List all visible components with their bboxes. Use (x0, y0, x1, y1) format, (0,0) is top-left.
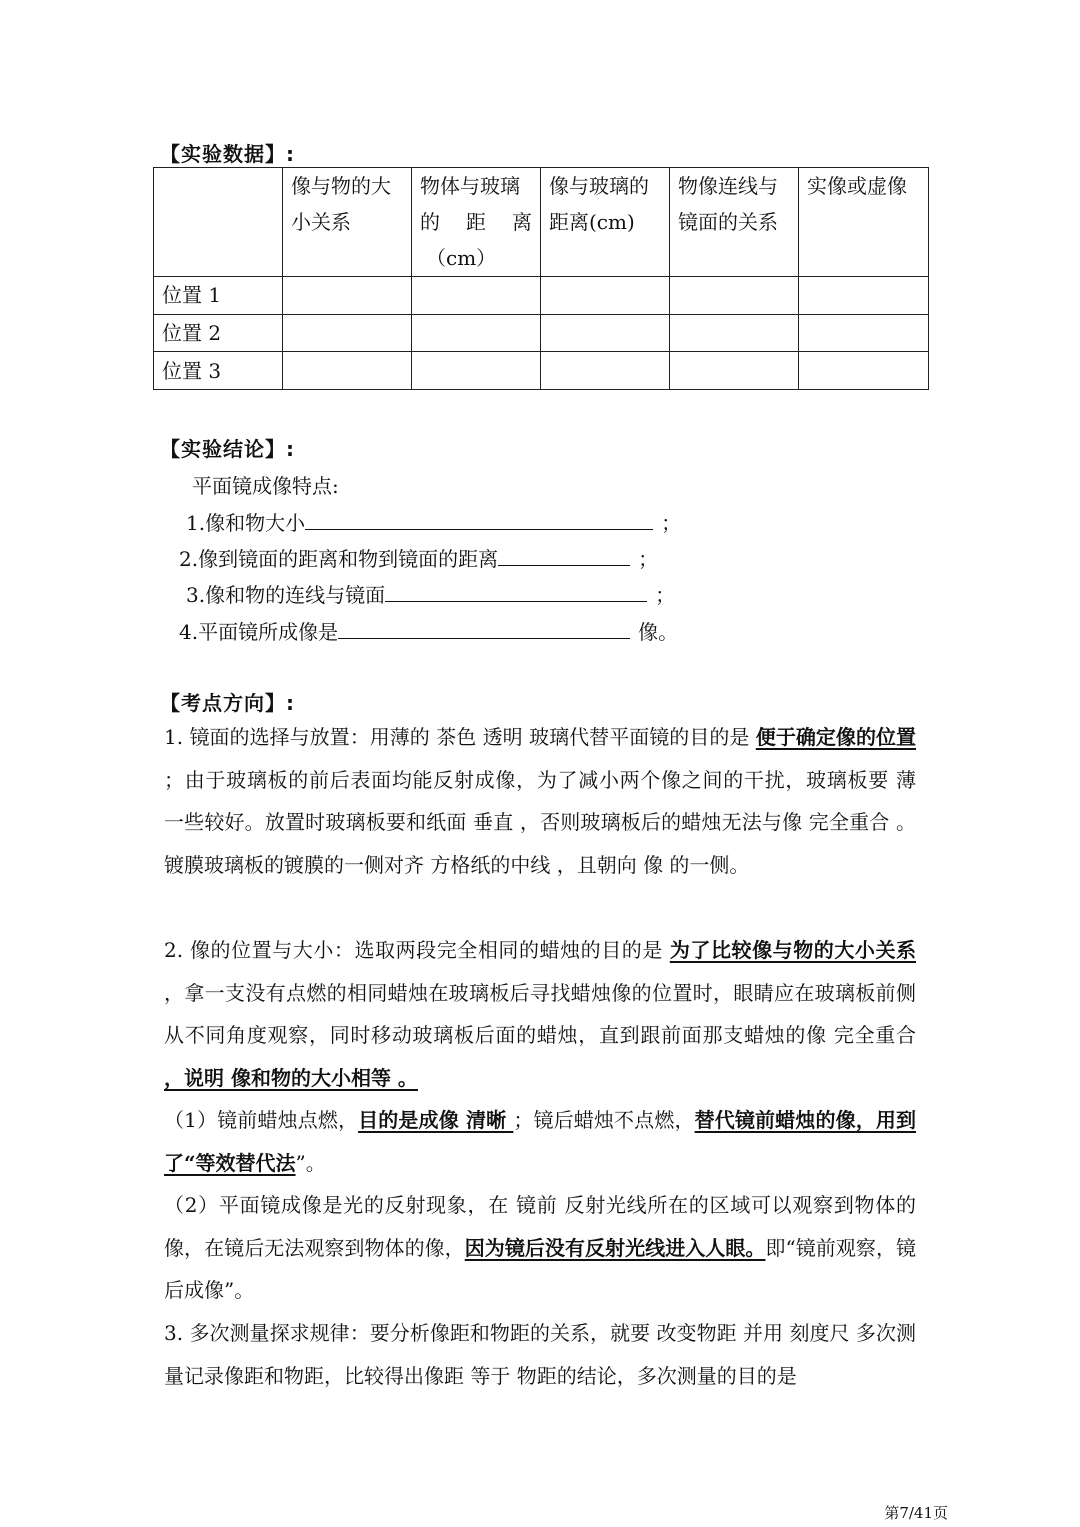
table-cell (799, 352, 929, 390)
header-line: 像与物的大 (291, 174, 391, 198)
header-cell-image-distance (541, 168, 670, 277)
header-line: 像与玻璃的 (549, 174, 649, 198)
underlined-answer: 目的是成像 清晰 (358, 1108, 514, 1132)
table-cell (799, 314, 929, 352)
fill-blank (498, 547, 630, 566)
paragraph-text: ，拿一支没有点燃的相同蜡烛在玻璃板后寻找蜡烛像的位置时，眼睛应在玻璃板前侧从不同角度观察，同时移动玻璃板后面的蜡烛，直到跟前面那支蜡烛的像 完全重合 (164, 980, 916, 1047)
header-cell-size-relation (283, 168, 412, 277)
conclusion-item (179, 616, 678, 645)
conclusion-item (186, 507, 681, 536)
header-cell-object-distance (412, 168, 541, 277)
paragraph-text: ；由于玻璃板的前后表面均能反射成像，为了减小两个像之间的干扰，玻璃板要 薄 一些较好。放置时玻璃板要和纸面 垂直 ，否则玻璃板后的蜡烛无法与像 完全重合 。镀膜玻璃板的镀膜的一侧对齐 方格纸的中线 ，且朝向 像 的一侧。 (164, 767, 916, 877)
paragraph-text: 3. 多次测量探求规律：要分析像距和物距的关系，就要 改变物距 并用 刻度尺 多次测量记录像距和物距，比较得出像距 等于 物距的结论，多次测量的目的是 (164, 1321, 916, 1388)
underlined-answer: 便于确定像的位置 (755, 725, 916, 749)
underlined-answer: 为了比较像与物的大小关系 (669, 938, 917, 962)
paragraph-text: 2. 像的位置与大小：选取两段完全相同的蜡烛的目的是 (164, 938, 670, 962)
header-cell-real-virtual (799, 168, 929, 277)
paragraph-text: 1. 镜面的选择与放置：用薄的 茶色 透明 玻璃代替平面镜的目的是 (164, 725, 756, 749)
header-line: 镜面的关系 (678, 210, 778, 234)
conclusion-item-end: ； (661, 511, 682, 535)
table-cell (412, 314, 541, 352)
header-cell-line-relation (670, 168, 799, 277)
table-row (154, 352, 929, 390)
conclusion-item-end: 像。 (638, 620, 679, 644)
data-section-title: 【实验数据】: (160, 142, 295, 166)
exam-point-2-1 (164, 1099, 916, 1184)
exam-point-3 (164, 1312, 916, 1398)
table-cell (670, 352, 799, 390)
conclusion-subtitle: 平面镜成像特点: (192, 474, 339, 498)
header-line: 距离(cm) (549, 210, 635, 234)
experiment-data-table (153, 167, 929, 390)
paragraph-text: 即“镜前观察，镜后成像”。 (164, 1235, 916, 1302)
row-label: 位置 3 (154, 352, 283, 390)
paragraph-text: ；镜后蜡烛不点燃， (513, 1108, 695, 1132)
row-label: 位置 2 (154, 314, 283, 352)
conclusion-item-text: 4.平面镜所成像是 (179, 620, 339, 644)
exam-point-2-2 (164, 1184, 916, 1312)
header-cell-empty (154, 168, 283, 277)
fill-blank (338, 620, 630, 639)
paragraph-text: （2）平面镜成像是光的反射现象，在 镜前 反射光线所在的区域可以观察到物体的像，在镜后无法观察到物体的像， (164, 1193, 916, 1260)
conclusion-item-end: ； (638, 547, 659, 571)
table-cell (670, 314, 799, 352)
table-row (154, 277, 929, 315)
conclusion-item-text: 3.像和物的连线与镜面 (186, 583, 386, 607)
conclusion-item-end: ； (655, 583, 676, 607)
header-line: 小关系 (291, 210, 351, 234)
paragraph-text: ”。 (295, 1150, 326, 1175)
table-cell (283, 352, 412, 390)
header-line: 的 距 离 (420, 210, 532, 234)
exam-section-title: 【考点方向】: (160, 691, 295, 715)
exam-point-2 (164, 929, 916, 1099)
fill-blank (385, 583, 647, 602)
table-cell (283, 277, 412, 315)
table-header-row (154, 168, 929, 277)
table-cell (541, 314, 670, 352)
table-cell (541, 352, 670, 390)
conclusion-item (186, 579, 675, 608)
exam-point-1 (164, 716, 916, 928)
table-cell (541, 277, 670, 315)
conclusion-item-text: 2.像到镜面的距离和物到镜面的距离 (179, 547, 499, 571)
header-line: （cm） (426, 246, 497, 270)
table-cell (283, 314, 412, 352)
row-label: 位置 1 (154, 277, 283, 315)
underlined-answer: 因为镜后没有反射光线进入人眼。 (464, 1235, 766, 1260)
table-cell (412, 277, 541, 315)
table-cell (799, 277, 929, 315)
header-line: 实像或虚像 (807, 174, 907, 198)
conclusion-item-text: 1.像和物大小 (186, 511, 306, 535)
paragraph-text: （1）镜前蜡烛点燃， (164, 1108, 359, 1132)
underlined-answer: ，说明 像和物的大小相等 。 (164, 1065, 418, 1090)
page-number: 第7/41页 (884, 1504, 948, 1522)
table-cell (412, 352, 541, 390)
conclusion-section-title: 【实验结论】: (160, 437, 295, 461)
header-line: 物像连线与 (678, 174, 778, 198)
header-line: 物体与玻璃 (420, 174, 520, 198)
table-cell (670, 277, 799, 315)
table-row (154, 314, 929, 352)
underlined-answer: 替代镜前蜡烛的像，用到了“等效替代法 (164, 1108, 917, 1175)
fill-blank (305, 511, 653, 530)
conclusion-item (179, 543, 658, 572)
